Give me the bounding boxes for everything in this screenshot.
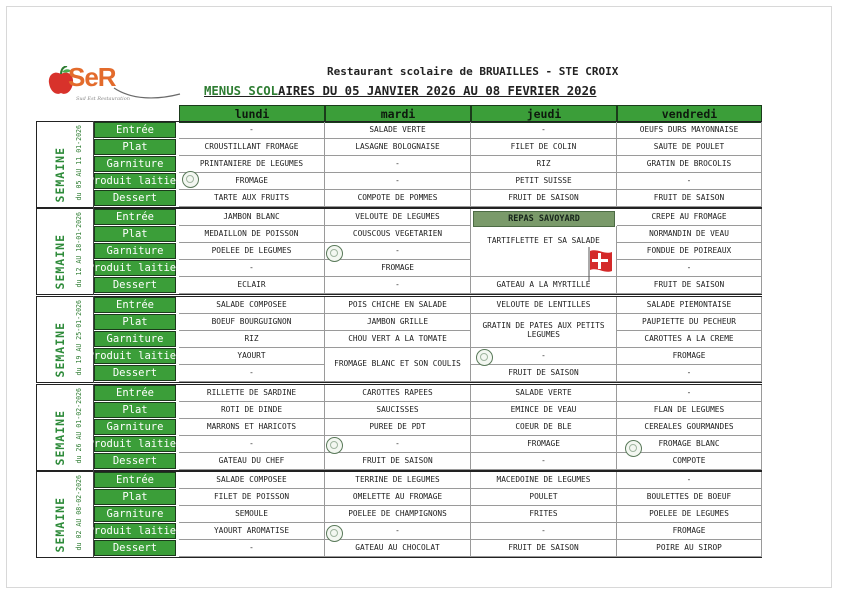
menu-cell-mardi: CHOU VERT A LA TOMATE <box>325 331 471 348</box>
menu-cell-jeudi: POULET <box>471 489 617 506</box>
menu-cell-vendredi: FROMAGE BLANC <box>617 436 762 453</box>
row-label: Entrée <box>94 472 176 488</box>
row-label: Plat <box>94 489 176 505</box>
menu-cell-jeudi: EMINCE DE VEAU <box>471 402 617 419</box>
menu-cell-vendredi: FLAN DE LEGUMES <box>617 402 762 419</box>
menu-cell-lundi: - <box>179 122 325 139</box>
quality-stamp-icon <box>476 349 493 366</box>
menu-cell-vendredi: NORMANDIN DE VEAU <box>617 226 762 243</box>
day-header-lundi: lundi <box>179 105 325 123</box>
menu-cell-vendredi: FROMAGE <box>617 523 762 540</box>
menu-cell-lundi: - <box>179 260 325 277</box>
menu-cell-mardi: - <box>325 156 471 173</box>
menu-cell-lundi: SALADE COMPOSEE <box>179 297 325 314</box>
row-label: Produit laitier <box>87 438 183 450</box>
menu-cell-mardi: FROMAGE <box>325 260 471 277</box>
quality-stamp-icon <box>625 440 642 457</box>
menu-cell-jeudi: COEUR DE BLE <box>471 419 617 436</box>
menu-cell-mardi: FROMAGE BLANC ET SON COULIS <box>325 348 471 382</box>
row-label: Entrée <box>94 297 176 313</box>
menu-cell-lundi: MEDAILLON DE POISSON <box>179 226 325 243</box>
menu-cell-lundi: MARRONS ET HARICOTS <box>179 419 325 436</box>
day-header-mardi: mardi <box>325 105 471 123</box>
row-label: Produit laitier <box>87 350 183 362</box>
row-label: Produit laitier <box>87 525 183 537</box>
week-dates: du 12 AU 18-01-2026 <box>75 211 83 287</box>
menu-cell-mardi: SAUCISSES <box>325 402 471 419</box>
row-label: Plat <box>94 402 176 418</box>
menu-cell-lundi: CROUSTILLANT FROMAGE <box>179 139 325 156</box>
week-label <box>36 121 94 208</box>
menu-cell-jeudi: - <box>471 122 617 139</box>
menu-cell-vendredi: POELEE DE LEGUMES <box>617 506 762 523</box>
row-label: Entrée <box>94 209 176 225</box>
menu-cell-mardi: - <box>325 436 471 453</box>
week-dates: du 02 AU 08-02-2026 <box>75 474 83 550</box>
quality-stamp-icon <box>326 245 343 262</box>
menu-cell-mardi: SALADE VERTE <box>325 122 471 139</box>
menu-cell-mardi: - <box>325 277 471 294</box>
menu-cell-vendredi: - <box>617 365 762 382</box>
menu-cell-lundi: GATEAU DU CHEF <box>179 453 325 470</box>
menu-cell-vendredi: - <box>617 385 762 402</box>
menu-cell-lundi: YAOURT AROMATISE <box>179 523 325 540</box>
quality-stamp-icon <box>326 525 343 542</box>
restaurant-name: Restaurant scolaire de BRUAILLES - STE CROIX <box>327 65 619 78</box>
menu-cell-vendredi: FONDUE DE POIREAUX <box>617 243 762 260</box>
menu-cell-vendredi: SAUTE DE POULET <box>617 139 762 156</box>
row-label: Dessert <box>94 277 176 293</box>
semaine-text: SEMAINE <box>53 409 67 465</box>
logo-wordmark: SeR <box>68 62 116 92</box>
menu-cell-lundi: - <box>179 436 325 453</box>
menu-cell-vendredi: OEUFS DURS MAYONNAISE <box>617 122 762 139</box>
week-dates: du 05 AU 11 01-2026 <box>75 124 83 200</box>
menu-cell-jeudi: FRUIT DE SAISON <box>471 365 617 382</box>
menu-cell-jeudi: MACEDOINE DE LEGUMES <box>471 472 617 489</box>
menu-cell-mardi: JAMBON GRILLE <box>325 314 471 331</box>
menu-cell-vendredi: BOULETTES DE BOEUF <box>617 489 762 506</box>
menu-cell-lundi: - <box>179 365 325 382</box>
menu-cell-lundi: ROTI DE DINDE <box>179 402 325 419</box>
menu-cell-vendredi: FROMAGE <box>617 348 762 365</box>
row-label: Garniture <box>94 243 176 259</box>
row-label: Dessert <box>94 453 176 469</box>
menu-cell-vendredi: CREPE AU FROMAGE <box>617 209 762 226</box>
menu-cell-mardi: COMPOTE DE POMMES <box>325 190 471 207</box>
quality-stamp-icon <box>182 171 199 188</box>
menu-cell-lundi: YAOURT <box>179 348 325 365</box>
menu-cell-lundi: FILET DE POISSON <box>179 489 325 506</box>
menu-cell-mardi: POIS CHICHE EN SALADE <box>325 297 471 314</box>
menu-cell-vendredi: PAUPIETTE DU PECHEUR <box>617 314 762 331</box>
menu-cell-lundi: - <box>179 540 325 557</box>
row-label: Dessert <box>94 365 176 381</box>
menu-cell-vendredi: CEREALES GOURMANDES <box>617 419 762 436</box>
menu-cell-lundi: TARTE AUX FRUITS <box>179 190 325 207</box>
menu-cell-mardi: LASAGNE BOLOGNAISE <box>325 139 471 156</box>
row-label: Entrée <box>94 122 176 138</box>
menu-cell-lundi: JAMBON BLANC <box>179 209 325 226</box>
quality-stamp-icon <box>326 437 343 454</box>
menu-cell-mardi: VELOUTE DE LEGUMES <box>325 209 471 226</box>
menu-cell-lundi: ECLAIR <box>179 277 325 294</box>
menu-title-prefix: MENUS SCOL <box>204 84 279 98</box>
menu-cell-vendredi: SALADE PIEMONTAISE <box>617 297 762 314</box>
row-label: Dessert <box>94 540 176 556</box>
semaine-text: SEMAINE <box>53 146 67 202</box>
row-label: Plat <box>94 314 176 330</box>
menu-cell-lundi: FROMAGE <box>179 173 325 190</box>
tartiflette-cell: TARTIFLETTE ET SA SALADE <box>471 226 617 277</box>
menu-cell-lundi: SALADE COMPOSEE <box>179 472 325 489</box>
day-header-jeudi: jeudi <box>471 105 617 123</box>
menu-cell-vendredi: POIRE AU SIROP <box>617 540 762 557</box>
row-label: Plat <box>94 226 176 242</box>
menu-cell-mardi: TERRINE DE LEGUMES <box>325 472 471 489</box>
row-label: Garniture <box>94 419 176 435</box>
menu-cell-lundi: POELEE DE LEGUMES <box>179 243 325 260</box>
menu-cell-vendredi: CAROTTES A LA CREME <box>617 331 762 348</box>
menu-cell-jeudi: FROMAGE <box>471 436 617 453</box>
menu-cell-vendredi: - <box>617 260 762 277</box>
day-header-vendredi: vendredi <box>617 105 762 123</box>
menu-cell-mardi: CAROTTES RAPEES <box>325 385 471 402</box>
menu-cell-jeudi: RIZ <box>471 156 617 173</box>
menu-cell-lundi: RILLETTE DE SARDINE <box>179 385 325 402</box>
week-label <box>36 208 94 295</box>
menu-cell-jeudi: VELOUTE DE LENTILLES <box>471 297 617 314</box>
savoie-flag-icon <box>586 247 612 281</box>
menu-cell-mardi: OMELETTE AU FROMAGE <box>325 489 471 506</box>
menu-cell-jeudi: FRITES <box>471 506 617 523</box>
menu-cell-jeudi: - <box>471 348 617 365</box>
menu-cell-jeudi: PETIT SUISSE <box>471 173 617 190</box>
menu-cell-vendredi: FRUIT DE SAISON <box>617 190 762 207</box>
menu-title-rest: AIRES DU 05 JANVIER 2026 AU 08 FEVRIER 2026 <box>278 84 597 98</box>
semaine-text: SEMAINE <box>53 321 67 377</box>
menu-cell-mardi: FRUIT DE SAISON <box>325 453 471 470</box>
menu-cell-jeudi: GATEAU A LA MYRTILLE <box>471 277 617 294</box>
menu-cell-lundi: BOEUF BOURGUIGNON <box>179 314 325 331</box>
ser-logo <box>46 60 196 108</box>
menu-cell-lundi: SEMOULE <box>179 506 325 523</box>
menu-cell-mardi: - <box>325 523 471 540</box>
week-label <box>36 471 94 558</box>
menu-cell-mardi: PUREE DE PDT <box>325 419 471 436</box>
week-label <box>36 384 94 471</box>
row-label: Produit laitier <box>87 175 183 187</box>
repas-savoyard-banner: REPAS SAVOYARD <box>473 211 615 227</box>
menu-cell-mardi: - <box>325 173 471 190</box>
row-label: Garniture <box>94 156 176 172</box>
menu-cell-jeudi: FRUIT DE SAISON <box>471 190 617 207</box>
row-label: Produit laitier <box>87 262 183 274</box>
week-label <box>36 296 94 383</box>
menu-cell-lundi: PRINTANIERE DE LEGUMES <box>179 156 325 173</box>
menu-cell-vendredi: - <box>617 472 762 489</box>
menu-cell-jeudi: GRATIN DE PATES AUX PETITS LEGUMES <box>471 314 617 348</box>
menu-cell-vendredi: GRATIN DE BROCOLIS <box>617 156 762 173</box>
menu-cell-mardi: - <box>325 243 471 260</box>
row-label: Entrée <box>94 385 176 401</box>
menu-title <box>204 84 596 98</box>
week-dates: du 19 AU 25-01-2026 <box>75 299 83 375</box>
menu-cell-jeudi: FILET DE COLIN <box>471 139 617 156</box>
menu-cell-mardi: GATEAU AU CHOCOLAT <box>325 540 471 557</box>
semaine-text: SEMAINE <box>53 496 67 552</box>
menu-cell-lundi: RIZ <box>179 331 325 348</box>
menu-cell-jeudi: - <box>471 453 617 470</box>
menu-cell-mardi: COUSCOUS VEGETARIEN <box>325 226 471 243</box>
week-dates: du 26 AU 01-02-2026 <box>75 387 83 463</box>
row-label: Garniture <box>94 506 176 522</box>
row-label: Plat <box>94 139 176 155</box>
logo-tagline: Sud Est Restauration <box>76 96 130 102</box>
semaine-text: SEMAINE <box>53 233 67 289</box>
menu-cell-vendredi: COMPOTE <box>617 453 762 470</box>
menu-cell-jeudi: FRUIT DE SAISON <box>471 540 617 557</box>
menu-cell-mardi: POELEE DE CHAMPIGNONS <box>325 506 471 523</box>
row-label: Garniture <box>94 331 176 347</box>
menu-cell-jeudi: SALADE VERTE <box>471 385 617 402</box>
menu-cell-jeudi: - <box>471 523 617 540</box>
row-label: Dessert <box>94 190 176 206</box>
menu-cell-vendredi: - <box>617 173 762 190</box>
menu-cell-vendredi: FRUIT DE SAISON <box>617 277 762 294</box>
